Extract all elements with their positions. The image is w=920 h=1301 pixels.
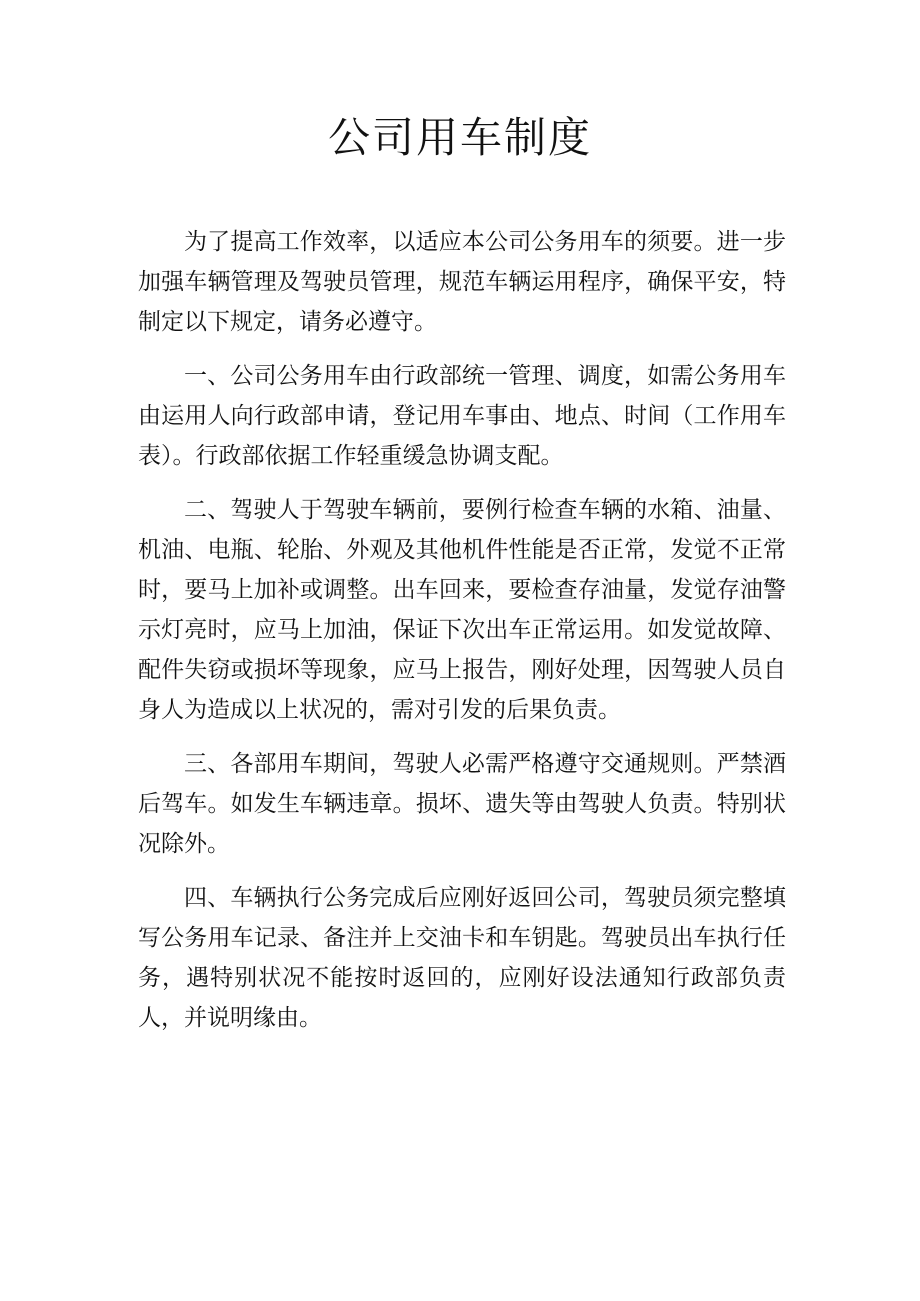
paragraph-rule-2: 二、驾驶人于驾驶车辆前，要例行检查车辆的水箱、油量、机油、电瓶、轮胎、外观及其他机件性能是否正常，发觉不正常时，要马上加补或调整。出车回来，要检查存油量，发觉存油警示灯亮时，应马上加油，保证下次出车正常运用。如发觉故障、配件失窃或损坏等现象，应马上报告，刚好处理，因驾驶人员自身人为造成以上状况的，需对引发的后果负责。 (138, 497, 786, 723)
paragraph-rule-1: 一、公司公务用车由行政部统一管理、调度，如需公务用车由运用人向行政部申请，登记用车事由、地点、时间（工作用车表）。行政部依据工作轻重缓急协调支配。 (138, 363, 786, 469)
paragraph-intro: 为了提高工作效率，以适应本公司公务用车的须要。进一步加强车辆管理及驾驶员管理，规范车辆运用程序，确保平安，特制定以下规定，请务必遵守。 (138, 229, 786, 335)
document-title: 公司用车制度 (327, 113, 592, 162)
document-body (138, 222, 786, 1052)
paragraph-rule-3: 三、各部用车期间，驾驶人必需严格遵守交通规则。严禁酒后驾车。如发生车辆违章。损坏、遗失等由驾驶人负责。特别状况除外。 (138, 751, 786, 857)
paragraph-rule-4: 四、车辆执行公务完成后应刚好返回公司，驾驶员须完整填写公务用车记录、备注并上交油卡和车钥匙。驾驶员出车执行任务，遇特别状况不能按时返回的，应刚好设法通知行政部负责人，并说明缘由。 (138, 885, 786, 1031)
